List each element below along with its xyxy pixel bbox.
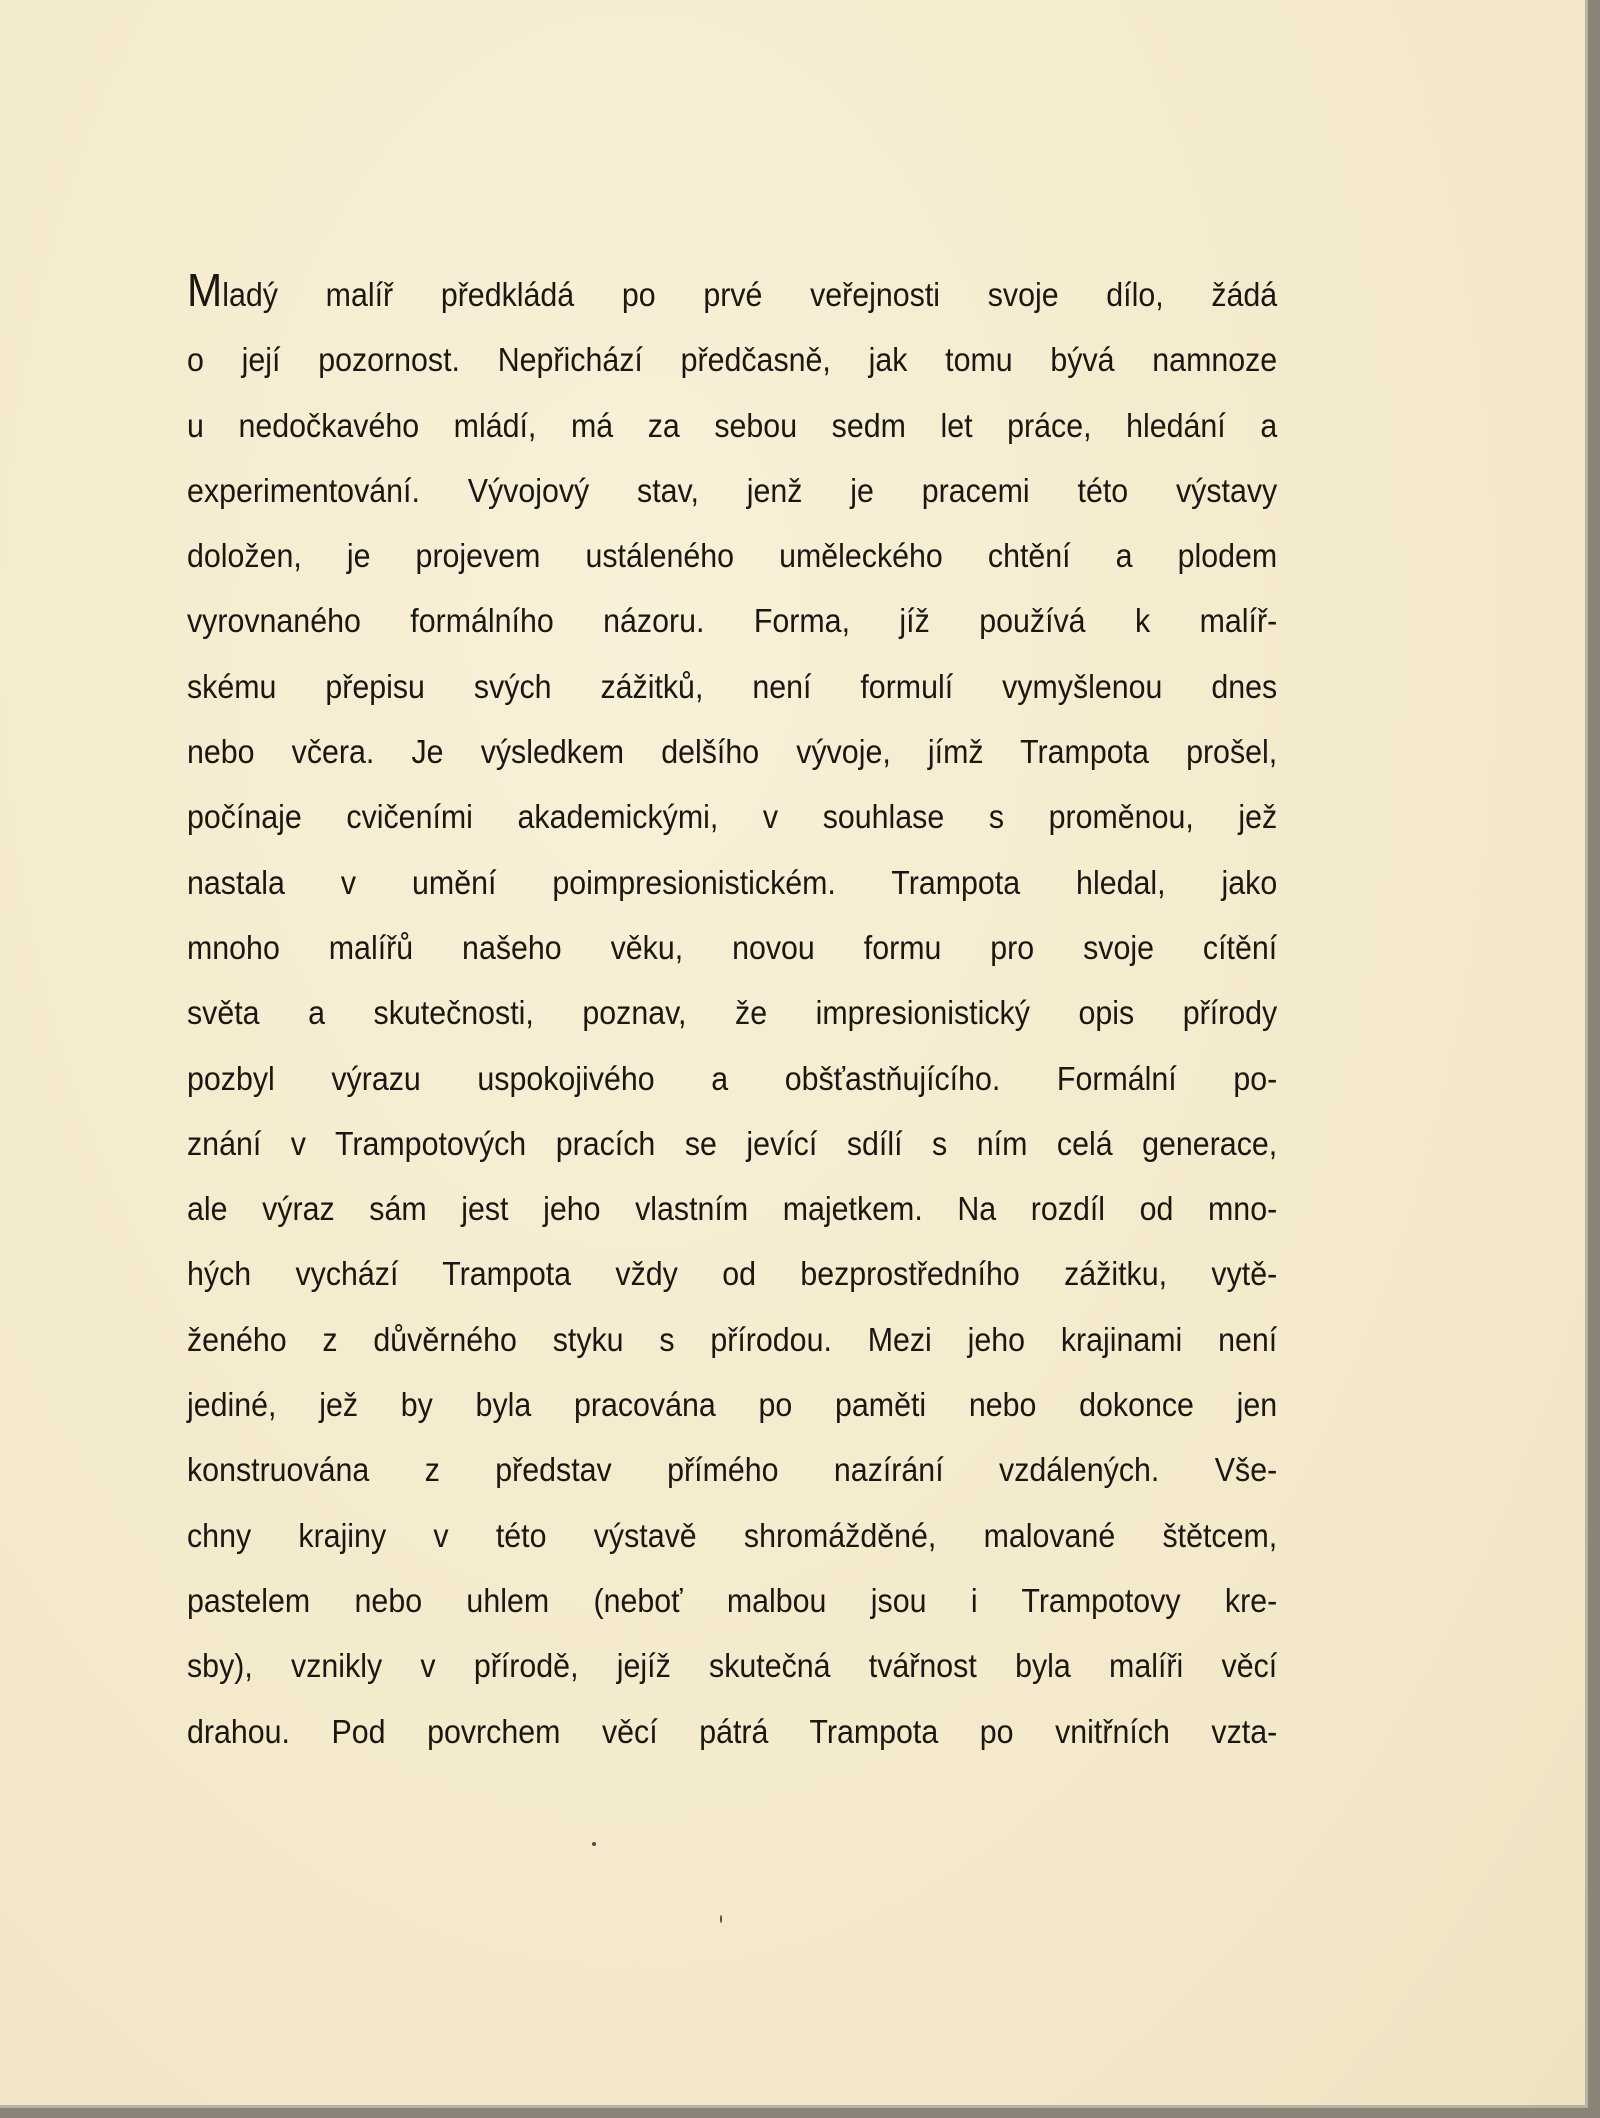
text-line: nebo včera. Je výsledkem delšího vývoje, jímž Trampota prošel, (187, 733, 1278, 771)
text-line: skému přepisu svých zážitků, není formulí vymyšlenou dnes (187, 667, 1278, 705)
text-line: ženého z důvěrného styku s přírodou. Mezi jeho krajinami není (187, 1320, 1278, 1358)
paper-speck (592, 1842, 596, 1846)
text-line: konstruována z představ přímého nazírání vzdálených. Vše- (187, 1451, 1278, 1489)
paper-speck (720, 1915, 722, 1923)
text-line: pozbyl výrazu uspokojivého a obšťastňujícího. Formální po- (187, 1059, 1278, 1097)
text-line: nastala v umění poimpresionistickém. Trampota hledal, jako (187, 863, 1278, 901)
text-line: ale výraz sám jest jeho vlastním majetkem. Na rozdíl od mno- (187, 1190, 1278, 1228)
text-line: u nedočkavého mládí, má za sebou sedm let práce, hledání a (187, 406, 1278, 444)
text-line: o její pozornost. Nepřichází předčasně, jak tomu bývá namnoze (187, 341, 1278, 379)
text-line: znání v Trampotových pracích se jevící sdílí s ním celá generace, (187, 1124, 1278, 1162)
text-line: drahou. Pod povrchem věcí pátrá Trampota po vnitřních vzta- (187, 1712, 1278, 1750)
first-line-text: ladý malíř předkládá po prvé veřejnosti svoje dílo, žádá (222, 276, 1278, 313)
text-line: mnoho malířů našeho věku, novou formu pro svoje cítění (187, 928, 1278, 966)
text-line: pastelem nebo uhlem (neboť malbou jsou i Trampotovy kre- (187, 1581, 1278, 1619)
text-line: jediné, jež by byla pracována po paměti nebo dokonce jen (187, 1386, 1278, 1424)
text-line: světa a skutečnosti, poznav, že impresionistický opis přírody (187, 994, 1278, 1032)
text-line: chny krajiny v této výstavě shromážděné, malované štětcem, (187, 1516, 1278, 1554)
text-line: hých vychází Trampota vždy od bezprostředního zážitku, vytě- (187, 1255, 1278, 1293)
text-line: počínaje cvičeními akademickými, v souhlase s proměnou, jež (187, 798, 1278, 836)
text-line: experimentování. Vývojový stav, jenž je pracemi této výstavy (187, 471, 1278, 509)
body-text (187, 262, 1277, 1764)
initial-letter: M (187, 264, 223, 316)
text-line (187, 262, 1277, 327)
text-line: doložen, je projevem ustáleného uměleckého chtění a plodem (187, 537, 1278, 575)
text-line: sby), vznikly v přírodě, jejíž skutečná tvářnost byla malíři věcí (187, 1647, 1278, 1685)
text-line: vyrovnaného formálního názoru. Forma, jíž používá k malíř- (187, 602, 1278, 640)
